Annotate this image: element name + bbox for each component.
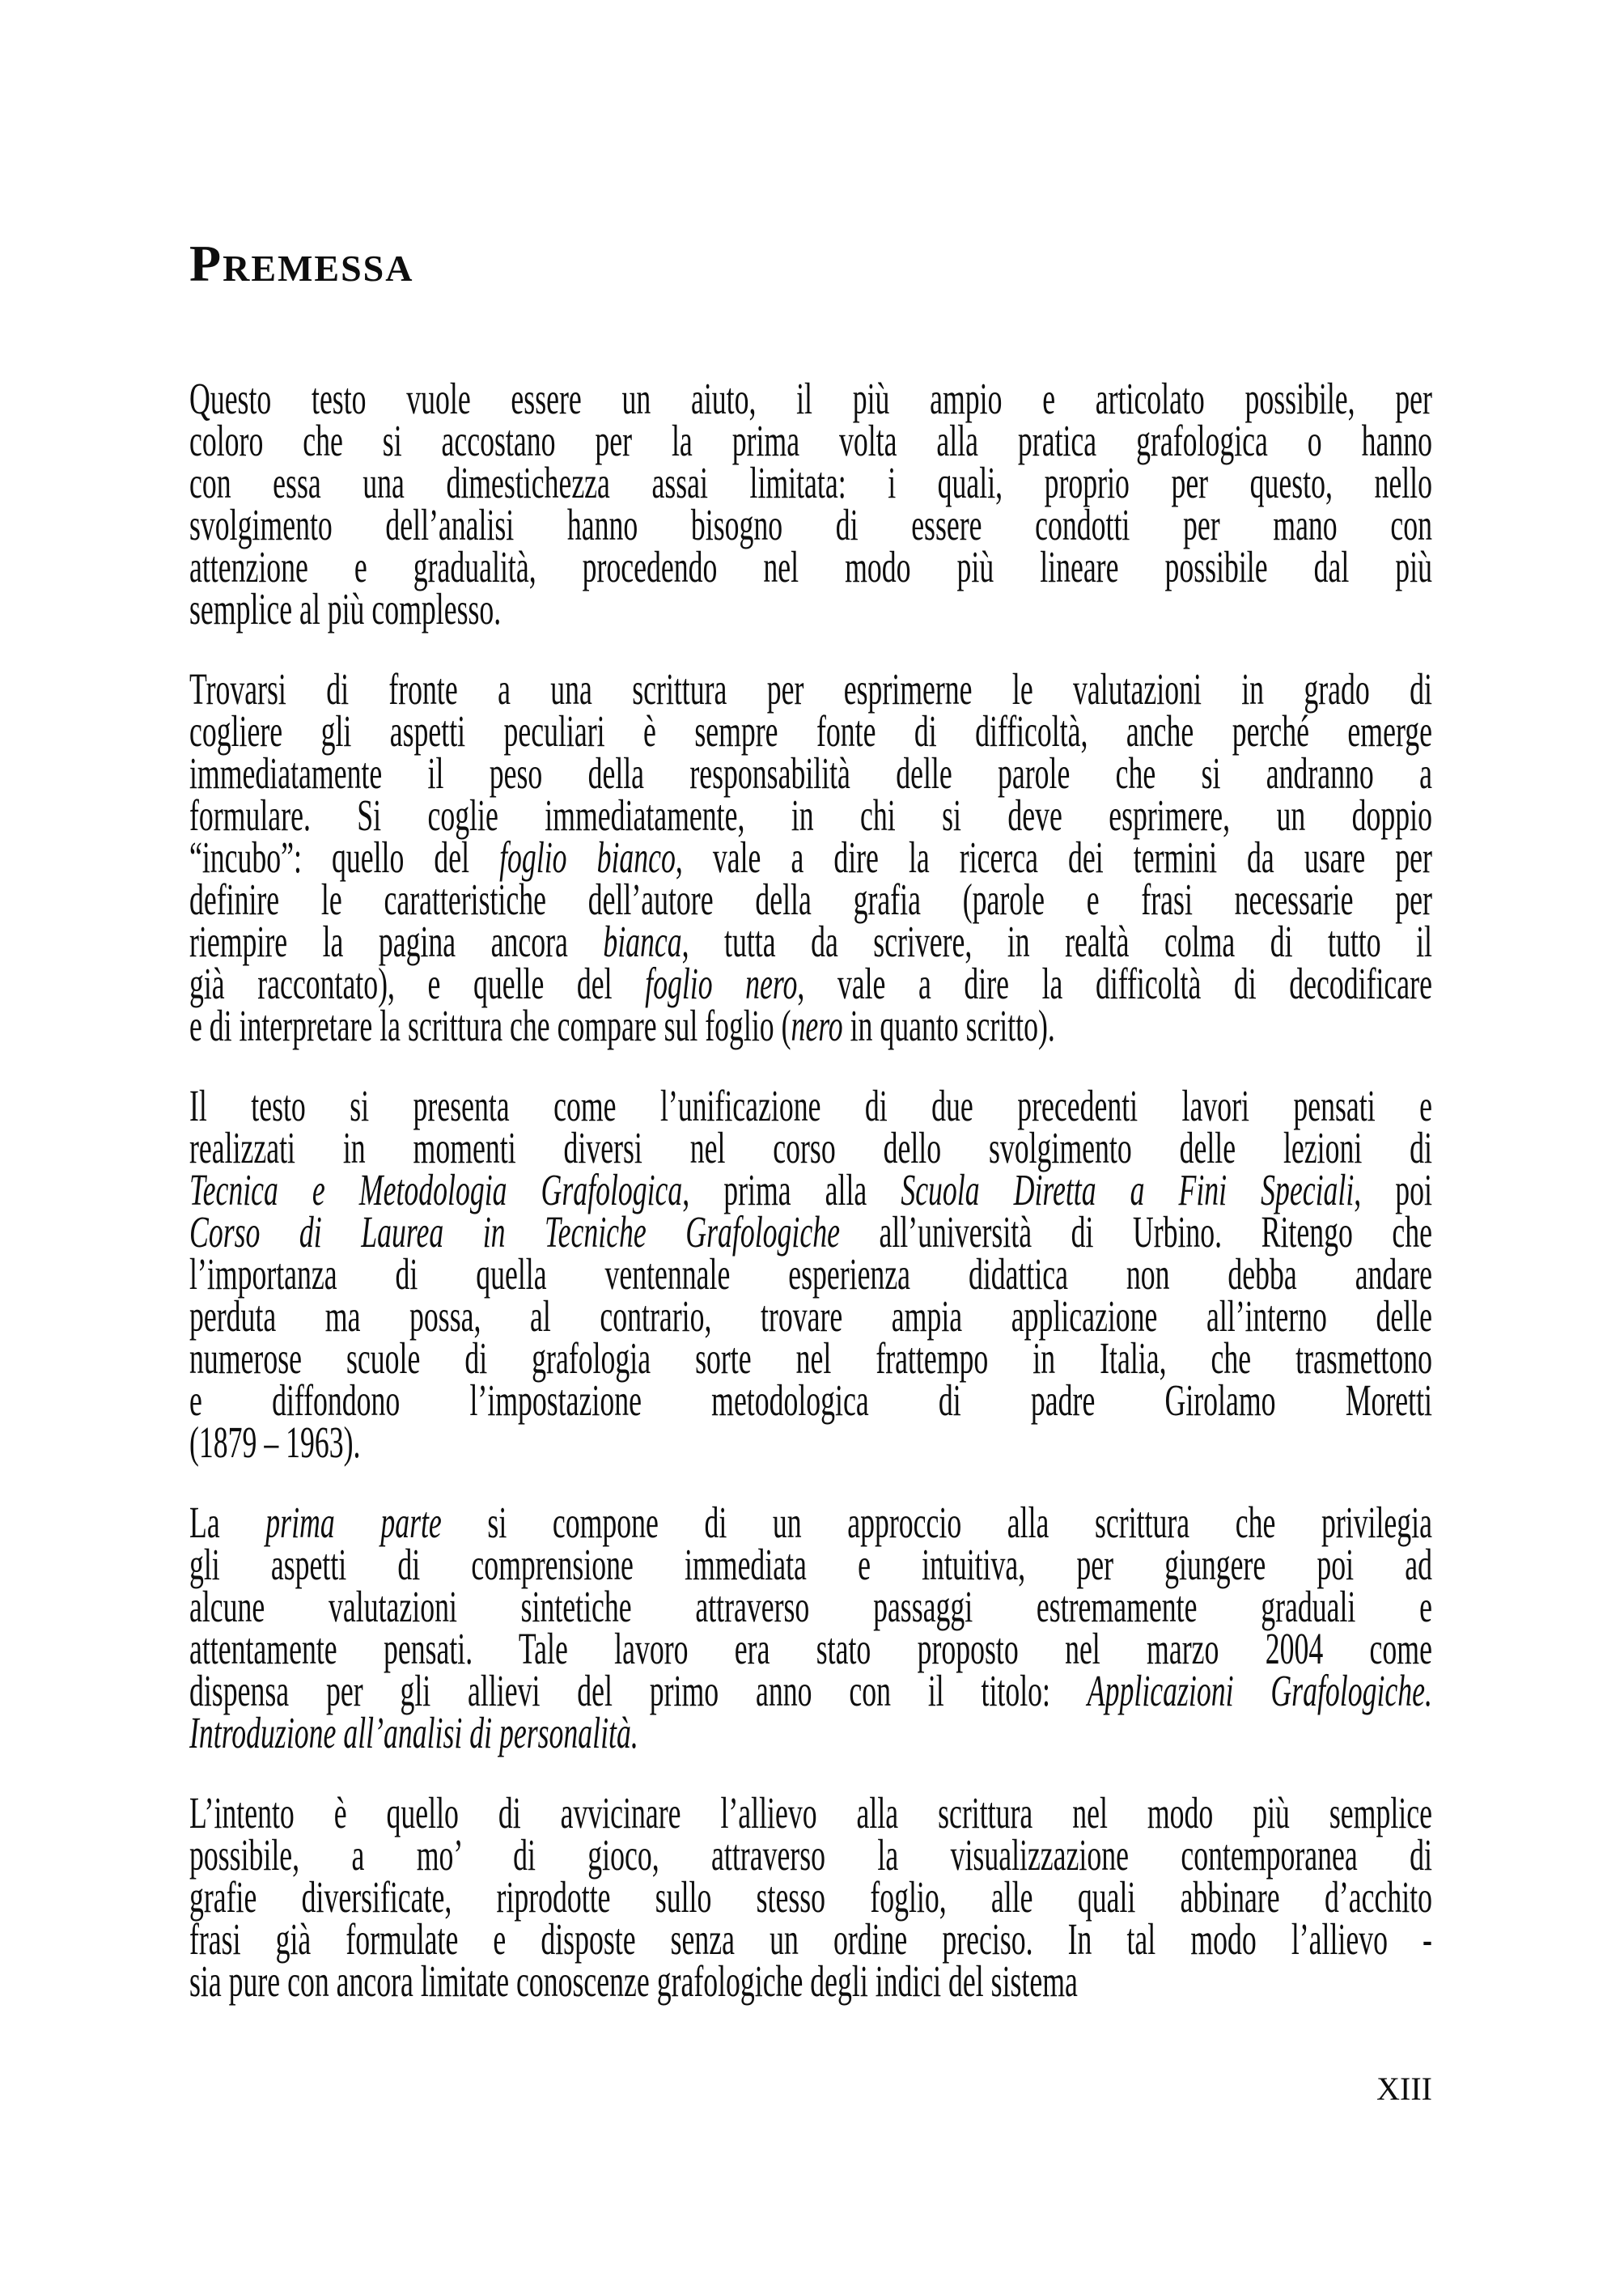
- text-line: sia pure con ancora limitate conoscenze grafologiche degli indici del sistema: [189, 1956, 1078, 2006]
- text-line: (1879 – 1963).: [189, 1418, 361, 1467]
- text-line: immediatamente il peso della responsabilità delle parole che si andranno a: [189, 748, 1432, 798]
- text-line: perduta ma possa, al contrario, trovare ampia applicazione all’interno delle: [189, 1291, 1432, 1341]
- text-line: frasi già formulate e disposte senza un ordine preciso. In tal modo l’allievo -: [189, 1914, 1432, 1964]
- paragraph: [189, 1081, 1432, 1467]
- text-line: Corso di Laurea in Tecniche Grafologiche all’università di Urbino. Ritengo che: [189, 1207, 1432, 1257]
- paragraph: [189, 1788, 1432, 2006]
- text-line: realizzati in momenti diversi nel corso dello svolgimento delle lezioni di: [189, 1123, 1432, 1172]
- text-line: e diffondono l’impostazione metodologica di padre Girolamo Moretti: [189, 1375, 1432, 1425]
- text-line: possibile, a mo’ di gioco, attraverso la visualizzazione contemporanea di: [189, 1830, 1432, 1880]
- text-line: numerose scuole di grafologia sorte nel frattempo in Italia, che trasmettono: [189, 1333, 1432, 1383]
- body-text: [189, 374, 1432, 2006]
- text-line: l’importanza di quella ventennale esperienza didattica non debba andare: [189, 1249, 1432, 1299]
- paragraph: [189, 374, 1432, 634]
- text-line: grafie diversificate, riprodotte sullo stesso foglio, alle quali abbinare d’acchito: [189, 1872, 1432, 1922]
- page-number: XIII: [1376, 2070, 1432, 2107]
- text-line: con essa una dimestichezza assai limitata: i quali, proprio per questo, nello: [189, 458, 1432, 507]
- text-line: dispensa per gli allievi del primo anno con il titolo: Applicazioni Grafologiche.: [189, 1666, 1432, 1715]
- text-line: già raccontato), e quelle del foglio nero, vale a dire la difficoltà di decodificare: [189, 959, 1432, 1008]
- paragraph: [189, 664, 1432, 1050]
- text-line: Trovarsi di fronte a una scrittura per esprimerne le valutazioni in grado di: [189, 664, 1432, 714]
- text-line: svolgimento dell’analisi hanno bisogno di essere condotti per mano con: [189, 500, 1432, 549]
- text-line: riempire la pagina ancora bianca, tutta da scrivere, in realtà colma di tutto il: [189, 917, 1432, 966]
- text-line: alcune valutazioni sintetiche attraverso passaggi estremamente graduali e: [189, 1582, 1432, 1631]
- text-line: semplice al più complesso.: [189, 584, 502, 634]
- text-line: attentamente pensati. Tale lavoro era stato proposto nel marzo 2004 come: [189, 1624, 1432, 1673]
- text-line: Questo testo vuole essere un aiuto, il più ampio e articolato possibile, per: [189, 374, 1432, 423]
- text-line: La prima parte si compone di un approccio alla scrittura che privilegia: [189, 1498, 1432, 1547]
- text-line: L’intento è quello di avvicinare l’allievo alla scrittura nel modo più semplice: [189, 1788, 1432, 1837]
- text-line: e di interpretare la scrittura che compare sul foglio (nero in quanto scritto).: [189, 1001, 1055, 1050]
- text-line: Tecnica e Metodologia Grafologica, prima alla Scuola Diretta a Fini Speciali, poi: [189, 1165, 1432, 1214]
- paragraph: [189, 1498, 1432, 1757]
- text-line: “incubo”: quello del foglio bianco, vale a dire la ricerca dei termini da usare per: [189, 833, 1432, 882]
- text-line: cogliere gli aspetti peculiari è sempre fonte di difficoltà, anche perché emerge: [189, 706, 1432, 756]
- text-line: gli aspetti di comprensione immediata e intuitiva, per giungere poi ad: [189, 1540, 1432, 1589]
- text-line: attenzione e gradualità, procedendo nel modo più lineare possibile dal più: [189, 542, 1432, 591]
- text-line: Il testo si presenta come l’unificazione di due precedenti lavori pensati e: [189, 1081, 1432, 1130]
- page-title: PREMESSA: [189, 235, 414, 292]
- text-line: Introduzione all’analisi di personalità.: [189, 1708, 638, 1757]
- text-line: coloro che si accostano per la prima volta alla pratica grafologica o hanno: [189, 416, 1432, 465]
- text-line: definire le caratteristiche dell’autore della grafia (parole e frasi necessarie per: [189, 875, 1432, 924]
- text-line: formulare. Si coglie immediatamente, in chi si deve esprimere, un doppio: [189, 790, 1432, 840]
